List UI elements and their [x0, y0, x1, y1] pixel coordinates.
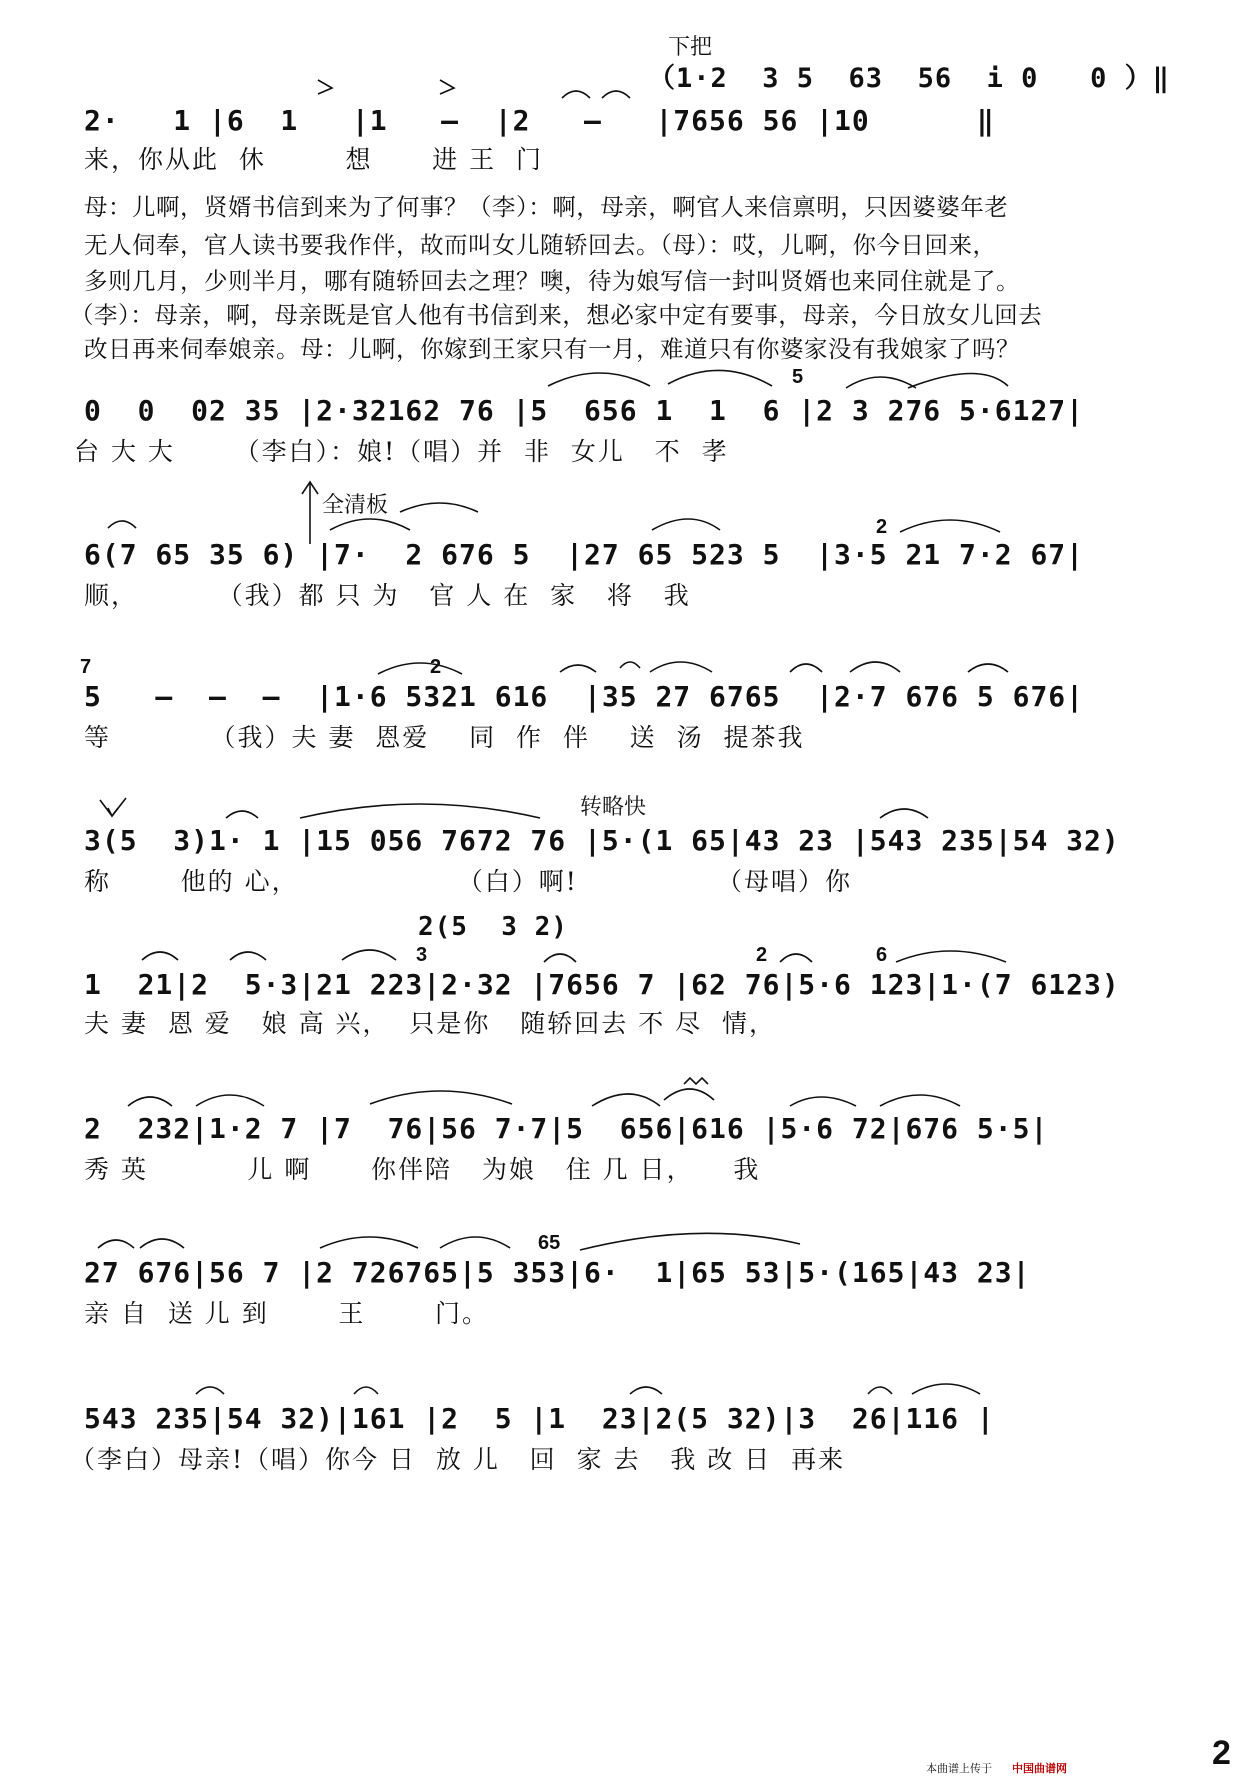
system-8-notes: 543 235|54 32)|161 |2 5 |1 23|2(5 32)|3 26|116 |: [84, 1402, 995, 1435]
slur-mark: [790, 664, 822, 672]
slur-mark: [900, 520, 1000, 532]
slur-mark: [912, 1384, 980, 1394]
grace-note: 2: [756, 944, 768, 966]
slur-mark: [968, 664, 1008, 672]
slur-mark: [230, 952, 266, 960]
slur-mark: [440, 1237, 510, 1248]
slur-mark: [108, 521, 136, 528]
slur-mark: [142, 952, 178, 960]
dialogue-line-2: 无人伺奉，官人读书要我作伴，故而叫女儿随轿回去。（母）：哎，儿啊，你今日回来，: [84, 231, 997, 259]
slur-mark: [544, 954, 576, 962]
system-7-notes: 27 676|56 7 |2 726765|5 353|6· 1|65 53|5·(165|43 23|: [84, 1256, 1031, 1289]
grace-note: 3: [416, 944, 428, 966]
system-4-lyrics: 称 他的 心， （白）啊! （母唱）你: [84, 867, 853, 896]
system-5-above-phrase: 2(5 3 2): [418, 912, 568, 942]
slur-mark: [668, 370, 772, 386]
slur-mark: [226, 811, 258, 818]
grace-note: 6: [876, 944, 888, 966]
slur-mark: [850, 662, 900, 672]
grace-note: 65: [538, 1232, 561, 1254]
ending-phrase: （1·2 3 5 63 56 i 0 0 ）‖: [648, 63, 1170, 94]
slur-mark: [664, 1089, 714, 1100]
slur-mark: [630, 1387, 662, 1394]
page-number: 2: [1212, 1734, 1231, 1772]
banshi-mark-quanqingban: 全清板: [322, 493, 389, 518]
arrow-mark: [100, 798, 126, 816]
system-3-lyrics: 等 （我）夫 妻 恩爱 同 作 伴 送 汤 提茶我: [84, 723, 805, 752]
system-4-notes: 3(5 3)1· 1 |15 056 7672 76 |5·(1 65|43 23 |543 235|54 32): [84, 824, 1120, 857]
mordent-mark: [684, 1078, 708, 1084]
slur-mark: [620, 662, 640, 668]
slur-mark: [562, 91, 590, 98]
footer-site-logo: 中国曲谱网: [1012, 1763, 1067, 1775]
slur-mark: [400, 503, 478, 512]
system-0-notes: 2· 1 |6 1 |1 – |2 – |7656 56 |10 ‖: [84, 104, 995, 137]
tempo-mark-faster: 转略快: [580, 795, 647, 820]
slur-mark: [196, 1387, 224, 1394]
slur-mark: [330, 519, 410, 530]
slur-mark: [650, 662, 712, 672]
slur-mark: [548, 373, 650, 386]
slur-mark: [602, 91, 630, 98]
grace-note: 2: [430, 656, 442, 678]
system-6-notes: 2 232|1·2 7 |7 76|56 7·7|5 656|616 |5·6 72|676 5·5|: [84, 1112, 1049, 1145]
slur-mark: [128, 1097, 172, 1106]
slur-mark: [580, 1233, 800, 1250]
banxian-mark-xiaba: 下把: [668, 35, 713, 60]
slur-mark: [378, 663, 462, 674]
system-2-lyrics: 顺， （我）都 只 为 官 人 在 家 将 我: [84, 581, 691, 610]
grace-note: 5: [792, 366, 804, 388]
dialogue-line-5: 改日再来伺奉娘亲。母：儿啊，你嫁到王家只有一月，难道只有你婆家没有我娘家了吗？: [84, 335, 1020, 363]
slur-mark: [140, 1239, 184, 1248]
system-0-lyrics: 来，你从此 休 想 进 王 门: [84, 145, 543, 174]
dialogue-line-4: （李）：母亲，啊，母亲既是官人他有书信到来，想必家中定有要事，母亲，今日放女儿回去: [70, 301, 1043, 329]
dialogue-line-1: 母：儿啊，贤婿书信到来为了何事？（李）：啊，母亲，啊官人来信禀明，只因婆婆年老: [84, 193, 1009, 221]
slur-mark: [560, 665, 596, 672]
slur-mark: [880, 809, 928, 818]
slur-mark: [868, 1387, 892, 1394]
slur-mark: [896, 951, 1006, 962]
slur-mark: [908, 373, 1008, 388]
slur-mark: [846, 377, 916, 388]
system-2-notes: 6(7 65 35 6) |7· 2 676 5 |27 65 523 5 |3·5 21 7·2 67|: [84, 538, 1085, 571]
slur-mark: [300, 804, 540, 818]
slur-mark: [652, 519, 720, 530]
system-6-lyrics: 秀 英 儿 啊 你伴陪 为娘 住 几 日， 我: [84, 1155, 761, 1184]
arrow-mark: [108, 808, 118, 816]
system-8-lyrics: （李白）母亲!（唱）你今 日 放 儿 回 家 去 我 改 日 再来: [70, 1445, 846, 1474]
slur-mark: [98, 1240, 134, 1248]
system-5-lyrics: 夫 妻 恩 爱 娘 高 兴， 只是你 随轿回去 不 尽 情，: [84, 1009, 777, 1038]
slur-mark: [370, 1091, 512, 1104]
system-1-lyrics: 台 大 大 （李白）：娘!（唱）并 非 女儿 不 孝: [74, 437, 729, 466]
system-3-notes: 5 – – – |1·6 5321 616 |35 27 6765 |2·7 676 5 676|: [84, 680, 1085, 713]
slur-mark: [354, 1387, 378, 1394]
system-5-notes: 1 21|2 5·3|21 223|2·32 |7656 7 |62 76|5·6 123|1·(7 6123): [84, 968, 1120, 1001]
grace-note: 2: [876, 516, 888, 538]
grace-note: 7: [80, 656, 92, 678]
slur-mark: [780, 954, 812, 962]
dialogue-line-3: 多则几月，少则半月，哪有随轿回去之理？噢，待为娘写信一封叫贤婿也来同住就是了。: [84, 267, 1020, 295]
slur-mark: [196, 1095, 264, 1106]
footer-uploaded-label: 本曲谱上传于: [926, 1763, 992, 1775]
slur-mark: [592, 1094, 660, 1106]
system-1-notes: 0 0 02 35 |2·32162 76 |5 656 1 1 6 |2 3 276 5·6127|: [84, 394, 1085, 427]
slur-mark: [342, 950, 396, 960]
slur-mark: [880, 1095, 960, 1106]
accent-mark: [318, 80, 332, 94]
slur-mark: [790, 1097, 856, 1106]
accent-mark: [440, 80, 454, 94]
system-7-lyrics: 亲 自 送 儿 到 王 门。: [84, 1299, 489, 1328]
slur-mark: [320, 1237, 418, 1248]
